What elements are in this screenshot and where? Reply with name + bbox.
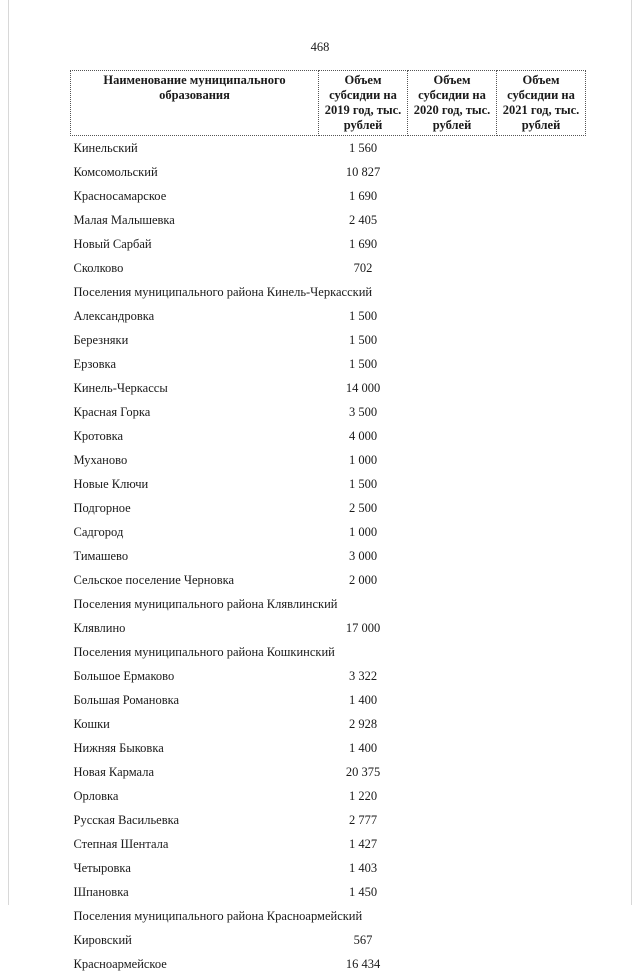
- subsidy-2020-value: [408, 928, 497, 952]
- table-row: [71, 304, 586, 328]
- municipality-name: Красноармейское: [71, 952, 319, 976]
- subsidy-2019-value: 1 400: [319, 688, 408, 712]
- subsidy-2021-value: [497, 664, 586, 688]
- table-group-row: [71, 592, 586, 616]
- subsidy-2019-value: 3 322: [319, 664, 408, 688]
- municipality-name: Александровка: [71, 304, 319, 328]
- municipality-name: Березняки: [71, 328, 319, 352]
- municipality-name: Сколково: [71, 256, 319, 280]
- subsidy-2020-value: [408, 184, 497, 208]
- municipality-name: Шпановка: [71, 880, 319, 904]
- subsidy-2020-value: [408, 208, 497, 232]
- subsidy-2020-value: [408, 376, 497, 400]
- subsidy-2021-value: [497, 568, 586, 592]
- subsidy-2019-value: 567: [319, 928, 408, 952]
- municipality-name: Клявлино: [71, 616, 319, 640]
- subsidy-2020-value: [408, 256, 497, 280]
- subsidy-2019-value: 1 220: [319, 784, 408, 808]
- table-row: [71, 328, 586, 352]
- subsidy-2020-value: [408, 880, 497, 904]
- subsidy-2019-value: 2 500: [319, 496, 408, 520]
- subsidy-2021-value: [497, 784, 586, 808]
- subsidy-2019-value: 1 500: [319, 472, 408, 496]
- subsidy-2021-value: [497, 496, 586, 520]
- table-row: [71, 568, 586, 592]
- municipality-name: Ерзовка: [71, 352, 319, 376]
- group-label: Поселения муниципального района Кошкинский: [71, 640, 586, 664]
- table-row: [71, 208, 586, 232]
- subsidy-2021-value: [497, 832, 586, 856]
- municipality-name: Новые Ключи: [71, 472, 319, 496]
- subsidy-2021-value: [497, 688, 586, 712]
- municipality-name: Большая Романовка: [71, 688, 319, 712]
- municipality-name: Сельское поселение Черновка: [71, 568, 319, 592]
- subsidy-2021-value: [497, 760, 586, 784]
- subsidy-table: [70, 70, 586, 976]
- subsidy-2021-value: [497, 136, 586, 161]
- subsidy-2020-value: [408, 784, 497, 808]
- subsidy-2021-value: [497, 808, 586, 832]
- municipality-name: Степная Шентала: [71, 832, 319, 856]
- table-row: [71, 880, 586, 904]
- table-row: [71, 616, 586, 640]
- municipality-name: Тимашево: [71, 544, 319, 568]
- subsidy-2021-value: [497, 208, 586, 232]
- municipality-name: Подгорное: [71, 496, 319, 520]
- subsidy-2020-value: [408, 448, 497, 472]
- subsidy-2020-value: [408, 688, 497, 712]
- municipality-name: Красносамарское: [71, 184, 319, 208]
- subsidy-2021-value: [497, 256, 586, 280]
- subsidy-2021-value: [497, 880, 586, 904]
- subsidy-2020-value: [408, 328, 497, 352]
- subsidy-2019-value: 1 500: [319, 304, 408, 328]
- municipality-name: Кировский: [71, 928, 319, 952]
- subsidy-2019-value: 1 000: [319, 448, 408, 472]
- municipality-name: Муханово: [71, 448, 319, 472]
- municipality-name: Кинельский: [71, 136, 319, 161]
- table-row: [71, 352, 586, 376]
- table-group-row: [71, 280, 586, 304]
- municipality-name: Комсомольский: [71, 160, 319, 184]
- municipality-name: Новый Сарбай: [71, 232, 319, 256]
- subsidy-2019-value: 16 434: [319, 952, 408, 976]
- subsidy-2020-value: [408, 736, 497, 760]
- group-label: Поселения муниципального района Красноармейский: [71, 904, 586, 928]
- table-group-row: [71, 904, 586, 928]
- subsidy-2021-value: [497, 856, 586, 880]
- table-row: [71, 256, 586, 280]
- municipality-name: Садгород: [71, 520, 319, 544]
- table-row: [71, 808, 586, 832]
- subsidy-2020-value: [408, 304, 497, 328]
- subsidy-2021-value: [497, 472, 586, 496]
- subsidy-2019-value: 1 403: [319, 856, 408, 880]
- municipality-name: Кротовка: [71, 424, 319, 448]
- municipality-name: Большое Ермаково: [71, 664, 319, 688]
- subsidy-2020-value: [408, 568, 497, 592]
- subsidy-2020-value: [408, 760, 497, 784]
- table-row: [71, 472, 586, 496]
- table-row: [71, 952, 586, 976]
- table-row: [71, 760, 586, 784]
- table-row: [71, 544, 586, 568]
- table-row: [71, 688, 586, 712]
- header-2020: Объем субсидии на 2020 год, тыс. рублей: [408, 71, 497, 136]
- subsidy-2020-value: [408, 400, 497, 424]
- municipality-name: Орловка: [71, 784, 319, 808]
- subsidy-2021-value: [497, 424, 586, 448]
- municipality-name: Кошки: [71, 712, 319, 736]
- subsidy-2021-value: [497, 712, 586, 736]
- table-row: [71, 736, 586, 760]
- subsidy-2019-value: 1 450: [319, 880, 408, 904]
- subsidy-2019-value: 1 427: [319, 832, 408, 856]
- group-label: Поселения муниципального района Кинель-Черкасский: [71, 280, 586, 304]
- subsidy-2021-value: [497, 352, 586, 376]
- subsidy-2020-value: [408, 520, 497, 544]
- subsidy-2020-value: [408, 544, 497, 568]
- subsidy-2021-value: [497, 928, 586, 952]
- municipality-name: Кинель-Черкассы: [71, 376, 319, 400]
- subsidy-2020-value: [408, 160, 497, 184]
- subsidy-2020-value: [408, 232, 497, 256]
- subsidy-2021-value: [497, 736, 586, 760]
- table-row: [71, 664, 586, 688]
- subsidy-2020-value: [408, 808, 497, 832]
- municipality-name: Новая Кармала: [71, 760, 319, 784]
- subsidy-2019-value: 2 000: [319, 568, 408, 592]
- municipality-name: Русская Васильевка: [71, 808, 319, 832]
- municipality-name: Четыровка: [71, 856, 319, 880]
- subsidy-2020-value: [408, 136, 497, 161]
- municipality-name: Нижняя Быковка: [71, 736, 319, 760]
- table-row: [71, 928, 586, 952]
- subsidy-2020-value: [408, 856, 497, 880]
- table-header-row: [71, 71, 586, 136]
- table-row: [71, 856, 586, 880]
- subsidy-2019-value: 2 405: [319, 208, 408, 232]
- subsidy-2020-value: [408, 472, 497, 496]
- subsidy-2021-value: [497, 184, 586, 208]
- subsidy-2019-value: 2 777: [319, 808, 408, 832]
- subsidy-2019-value: 20 375: [319, 760, 408, 784]
- subsidy-2021-value: [497, 400, 586, 424]
- municipality-name: Малая Малышевка: [71, 208, 319, 232]
- subsidy-2019-value: 17 000: [319, 616, 408, 640]
- subsidy-2021-value: [497, 616, 586, 640]
- subsidy-2020-value: [408, 352, 497, 376]
- subsidy-2019-value: 1 560: [319, 136, 408, 161]
- table-row: [71, 832, 586, 856]
- table-group-row: [71, 640, 586, 664]
- subsidy-2021-value: [497, 160, 586, 184]
- subsidy-2021-value: [497, 328, 586, 352]
- subsidy-2019-value: 1 500: [319, 352, 408, 376]
- subsidy-2019-value: 10 827: [319, 160, 408, 184]
- subsidy-2020-value: [408, 952, 497, 976]
- subsidy-2019-value: 1 690: [319, 232, 408, 256]
- subsidy-2019-value: 4 000: [319, 424, 408, 448]
- subsidy-2021-value: [497, 952, 586, 976]
- table-row: [71, 784, 586, 808]
- subsidy-2021-value: [497, 376, 586, 400]
- table-row: [71, 160, 586, 184]
- subsidy-2019-value: 1 690: [319, 184, 408, 208]
- table-row: [71, 232, 586, 256]
- subsidy-2019-value: 14 000: [319, 376, 408, 400]
- subsidy-2019-value: 1 000: [319, 520, 408, 544]
- table-row: [71, 520, 586, 544]
- subsidy-2020-value: [408, 496, 497, 520]
- subsidy-2019-value: 1 400: [319, 736, 408, 760]
- subsidy-2021-value: [497, 304, 586, 328]
- header-name: Наименование муниципального образования: [71, 71, 319, 136]
- table-row: [71, 496, 586, 520]
- subsidy-2020-value: [408, 664, 497, 688]
- subsidy-2021-value: [497, 544, 586, 568]
- subsidy-2019-value: 3 000: [319, 544, 408, 568]
- table-row: [71, 400, 586, 424]
- header-2021: Объем субсидии на 2021 год, тыс. рублей: [497, 71, 586, 136]
- subsidy-2019-value: 702: [319, 256, 408, 280]
- table-row: [71, 712, 586, 736]
- subsidy-2021-value: [497, 448, 586, 472]
- header-2019: Объем субсидии на 2019 год, тыс. рублей: [319, 71, 408, 136]
- subsidy-2019-value: 1 500: [319, 328, 408, 352]
- table-row: [71, 184, 586, 208]
- subsidy-2020-value: [408, 424, 497, 448]
- table-row: [71, 448, 586, 472]
- table-row: [71, 136, 586, 161]
- subsidy-2019-value: 3 500: [319, 400, 408, 424]
- subsidy-2019-value: 2 928: [319, 712, 408, 736]
- group-label: Поселения муниципального района Клявлинский: [71, 592, 586, 616]
- table-row: [71, 424, 586, 448]
- subsidy-2020-value: [408, 832, 497, 856]
- subsidy-2021-value: [497, 520, 586, 544]
- municipality-name: Красная Горка: [71, 400, 319, 424]
- table-row: [71, 376, 586, 400]
- subsidy-2020-value: [408, 616, 497, 640]
- page-number: 468: [0, 40, 640, 55]
- subsidy-2021-value: [497, 232, 586, 256]
- table-body: [71, 136, 586, 976]
- subsidy-2020-value: [408, 712, 497, 736]
